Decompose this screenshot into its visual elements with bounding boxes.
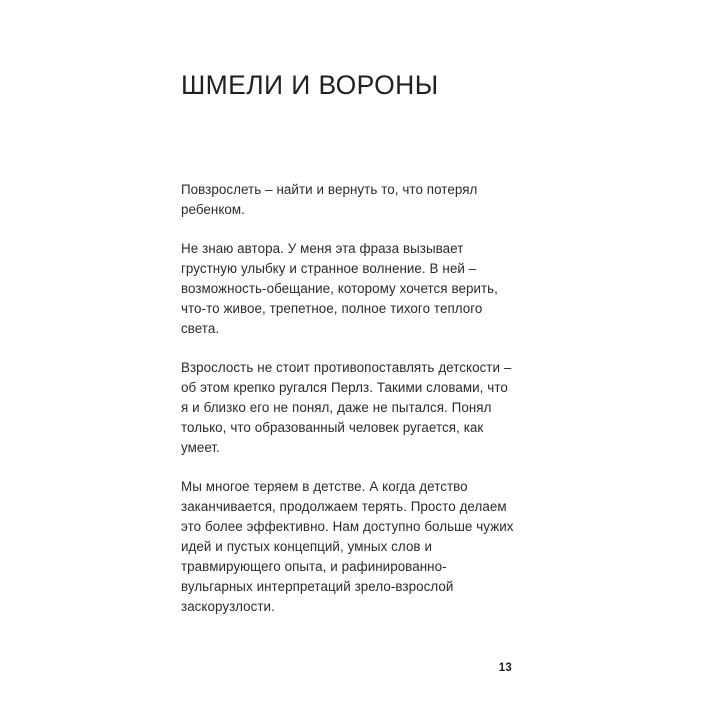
paragraph: Повзрослеть – найти и вернуть то, что потерял ребенком. bbox=[181, 182, 478, 218]
page-number: 13 bbox=[498, 662, 512, 674]
body-text-block bbox=[181, 180, 517, 617]
paragraph: Не знаю автора. У меня эта фраза вызывает грустную улыбку и странное волнение. В ней – возможность-обещание, которому хочется верить, что-то живое, трепетное, полное тихого теплого света. bbox=[181, 240, 498, 337]
paragraph: Взрослость не стоит противопоставлять детскости – об этом крепко ругался Перлз. Такими словами, что я и близко его не понял, даже не пытался. Понял только, что образованный человек ругается, как умеет. bbox=[181, 359, 512, 456]
paragraph: Мы многое теряем в детстве. А когда детство заканчивается, продолжаем терять. Просто делаем это более эффективно. Нам доступно больше чужих идей и пустых концепций, умных слов и травмирующего опыта, и рафинированно-вульгарных интерпретаций зрело-взрослой заскорузлости. bbox=[181, 478, 514, 615]
page-title: ШМЕЛИ И ВОРОНЫ bbox=[181, 69, 439, 100]
